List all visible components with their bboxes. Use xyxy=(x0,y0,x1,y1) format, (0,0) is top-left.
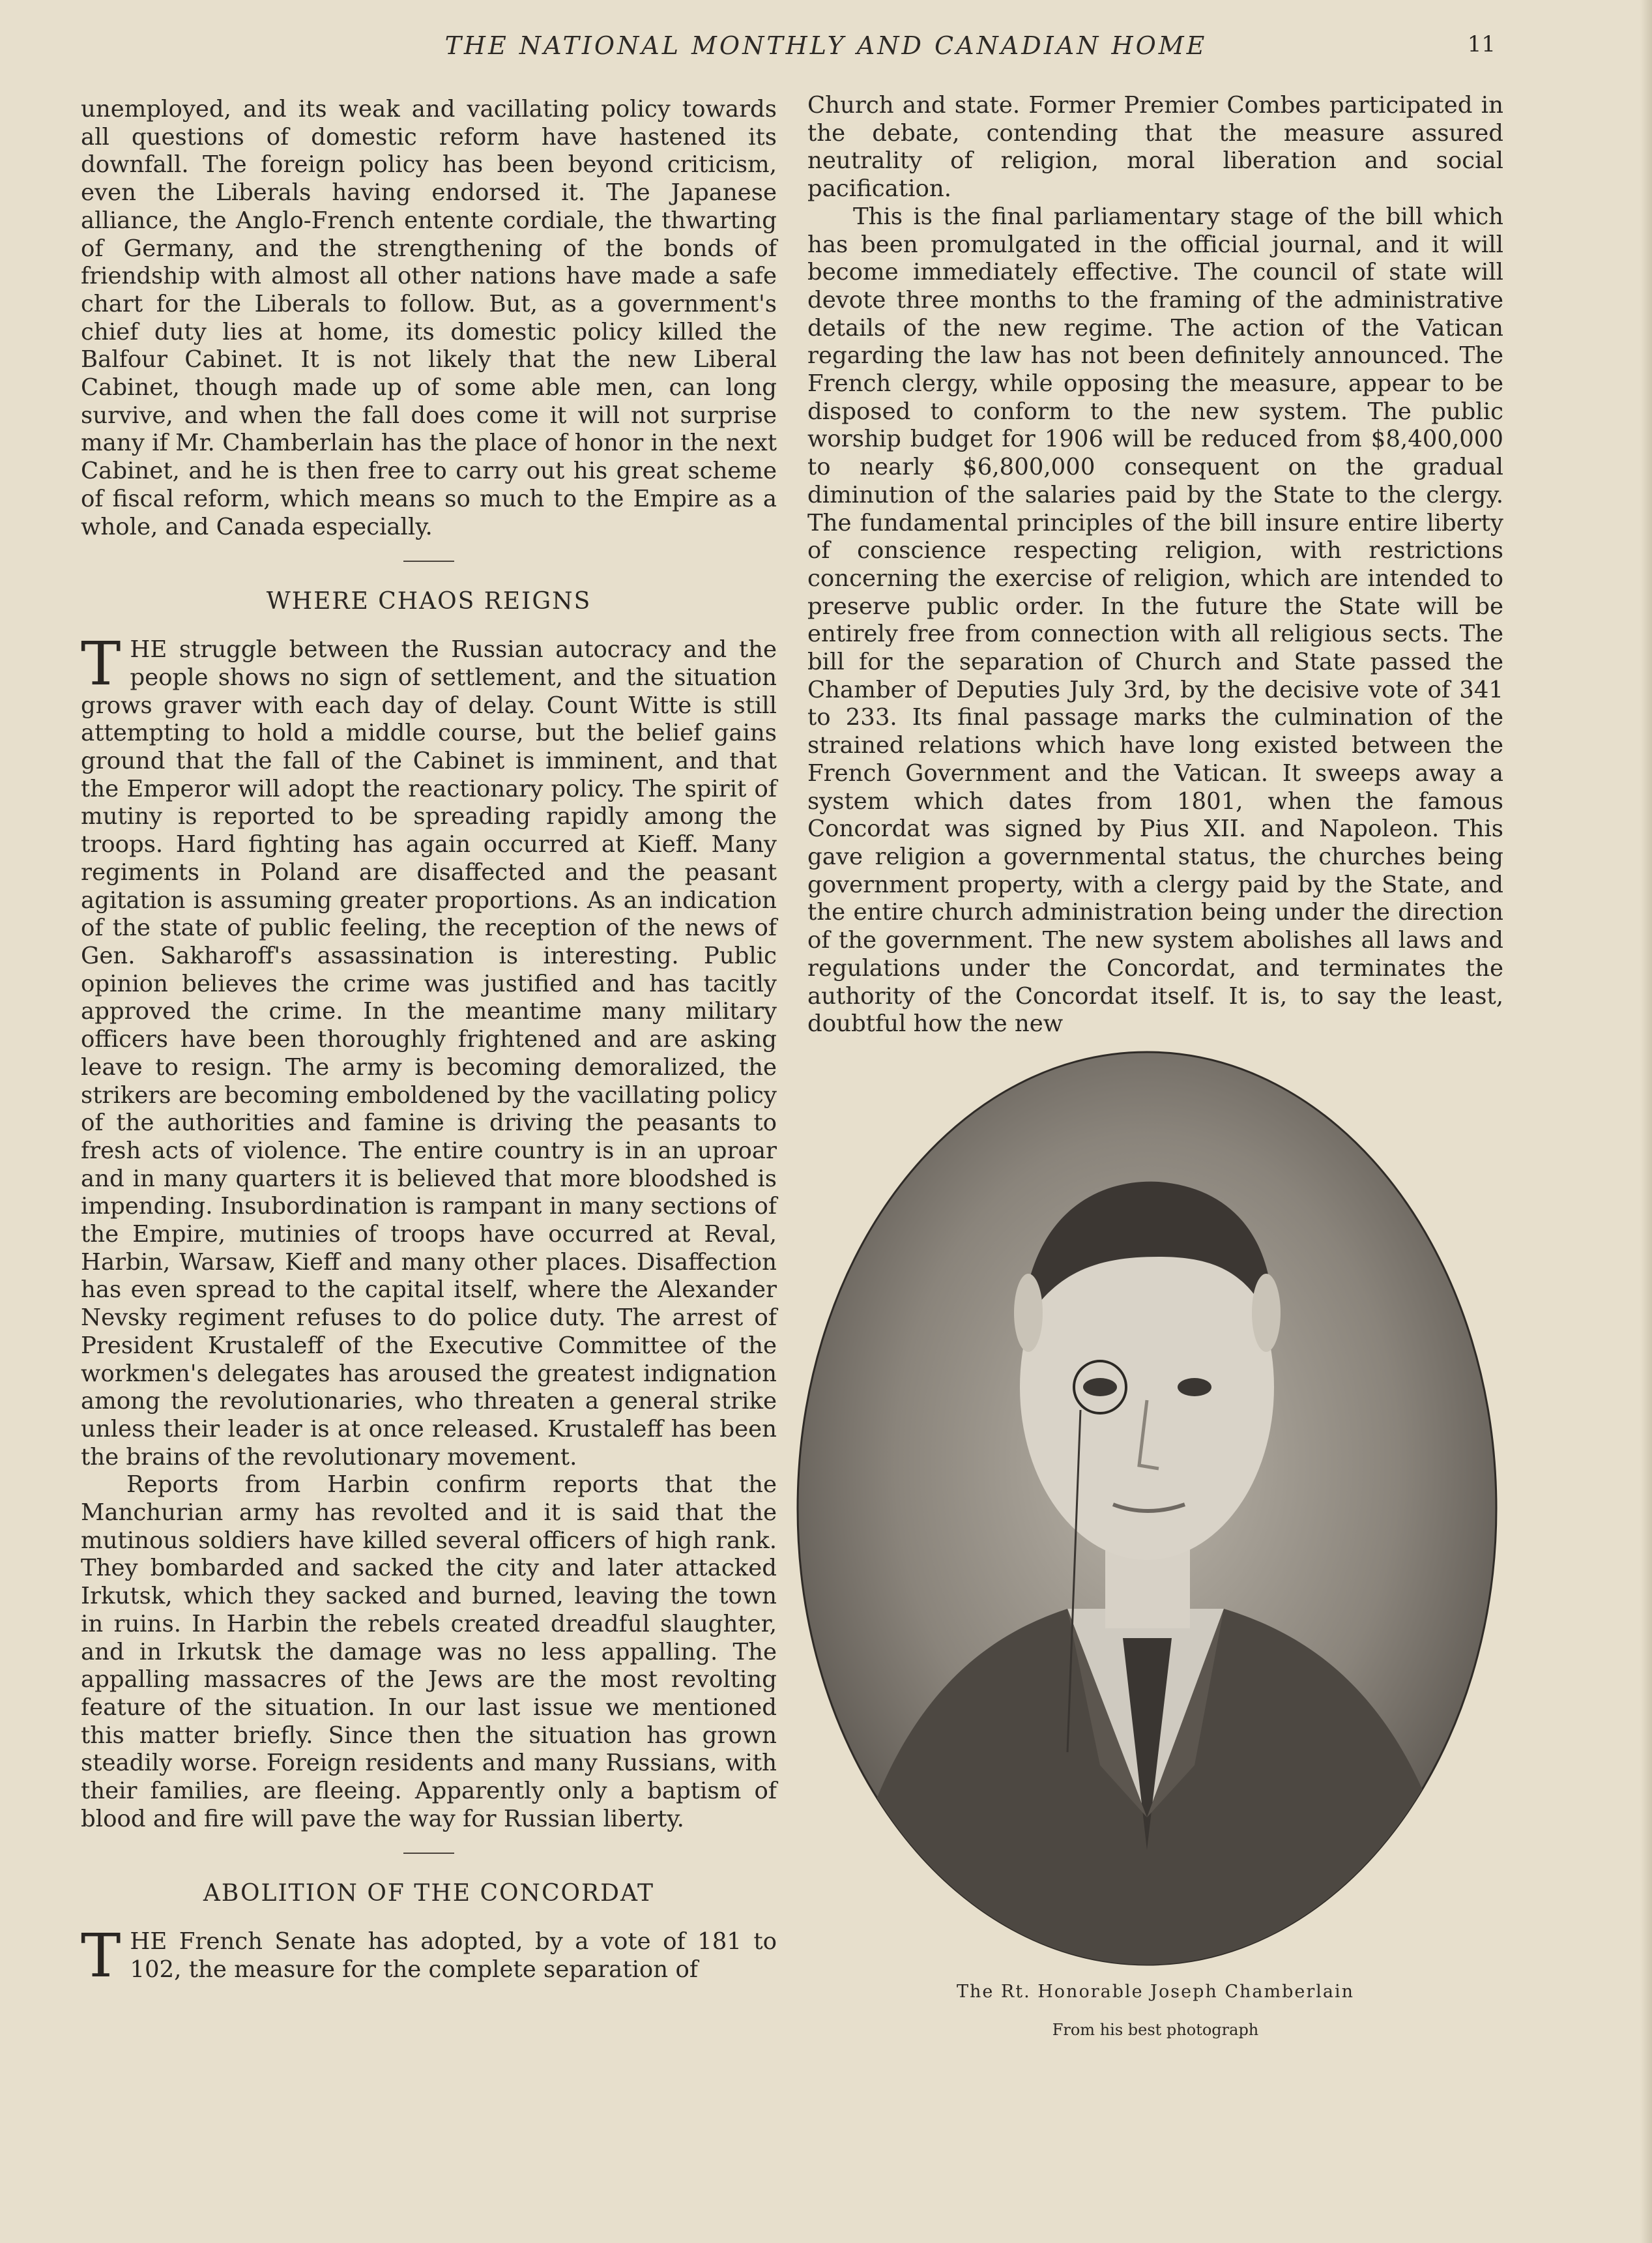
page-edge-shadow xyxy=(1640,0,1652,2243)
portrait-illustration xyxy=(794,1048,1500,1969)
concordat-paragraph-1-text: HE French Senate has adopted, by a vote of 181 to 102, the measure for the complete separation of xyxy=(130,1928,777,1984)
running-title: THE NATIONAL MONTHLY AND CANADIAN HOME xyxy=(444,31,1208,60)
concordat-paragraph-2: This is the final parliamentary stage of the bill which has been promulgated in the official journal, and it will become immediately effective. The council of state will devote three months to the framing of the administrative details of the new regime. The action of the Vatican regarding the law has not been definitely announced. The French clergy, while opposing the measure, appear to be disposed to conform to the new system. The public worship budget for 1906 will be reduced from $8,400,000 to nearly $6,800,000 consequent on the gradual diminution of the salaries paid by the State to the clergy. The fundamental principles of the bill insure entire liberty of conscience respecting religion, with restrictions concerning the exercise of religion, which are intended to preserve public order. In the future the State will be entirely free from connection with all religious sects. The bill for the separation of Church and State passed the Chamber of Deputies July 3rd, by the decisive vote of 341 to 233. Its final passage marks the culmination of the strained relations which have long existed between the French Government and the Vatican. It sweeps away a system which dates from 1801, when the famous Concordat was signed by Pius XII. and Napoleon. This gave religion a governmental status, the churches being government property, with a clergy paid by the State, and the entire church administration being under the direction of the government. The new system abolishes all laws and regulations under the Concordat, and terminates the authority of the Concordat itself. It is, to say the least, doubtful how the new xyxy=(807,203,1503,1038)
page-header xyxy=(0,31,1652,70)
section-divider xyxy=(403,1853,454,1854)
left-column xyxy=(81,96,777,1991)
portrait-subcaption: From his best photograph xyxy=(1052,2021,1259,2039)
page-number: 11 xyxy=(1467,31,1496,57)
chaos-paragraph-1-text: HE struggle between the Russian autocracy and the people shows no sign of settlement, and the situation grows graver with each day of delay. Count Witte is still attempting to hold a middle course, but the belief gains ground that the fall of the Cabinet is imminent, and that the Emperor will adopt the reactionary policy. The spirit of mutiny is reported to be spreading rapidly among the troops. Hard fighting has again occurred at Kieff. Many regiments in Poland are disaffected and the peasant agitation is assuming greater proportions. As an indication of the state of public feeling, the reception of the news of Gen. Sakharoff's assassination is interesting. Public opinion believes the crime was justified and has tacitly approved the crime. In the meantime many military officers have been thoroughly frightened and are asking leave to resign. The army is becoming demoralized, the strikers are becoming emboldened by the vacillating policy of the authorities and famine is driving the peasants to fresh acts of violence. The entire country is in an uproar and in many quarters it is believed that more bloodshed is impending. Insubordination is rampant in many sections of the Empire, mutinies of troops have occurred at Reval, Harbin, Warsaw, Kieff and many other places. Disaffection has even spread to the capital itself, where the Alexander Nevsky regiment refuses to do police duty. The arrest of President Krustaleff of the Executive Committee of the workmen's delegates has aroused the greatest indignation among the revolutionaries, who threaten a general strike unless their leader is at once released. Krustaleff has been the brains of the revolutionary movement. xyxy=(81,636,777,1471)
portrait-caption: The Rt. Honorable Joseph Chamberlain xyxy=(956,1982,1355,2002)
portrait-photo xyxy=(794,1048,1500,1969)
concordat-continued-paragraph: Church and state. Former Premier Combes participated in the debate, contending that the measure assured neutrality of religion, moral liberation and social pacification. xyxy=(807,92,1503,203)
section-divider xyxy=(403,561,454,562)
drop-cap: T xyxy=(81,1921,121,1991)
section-heading-concordat: ABOLITION OF THE CONCORDAT xyxy=(203,1880,655,1907)
intro-paragraph: unemployed, and its weak and vacillating policy towards all questions of domestic reform have hastened its downfall. The foreign policy has been beyond criticism, even the Liberals having endorsed it. The Japanese alliance, the Anglo-French entente cordiale, the thwarting of Germany, and the strengthening of the bonds of friendship with almost all other nations have made a safe chart for the Liberals to follow. But, as a government's chief duty lies at home, its domestic policy killed the Balfour Cabinet. It is not likely that the new Liberal Cabinet, though made up of some able men, can long survive, and when the fall does come it will not surprise many if Mr. Chamberlain has the place of honor in the next Cabinet, and he is then free to carry out his great scheme of fiscal reform, which means so much to the Empire as a whole, and Canada especially. xyxy=(81,96,777,540)
section-heading-chaos: WHERE CHAOS REIGNS xyxy=(266,588,592,615)
chaos-paragraph-1 xyxy=(81,629,777,1471)
chaos-paragraph-2: Reports from Harbin confirm reports that the Manchurian army has revolted and it is said that the mutinous soldiers have killed several officers of high rank. They bombarded and sacked the city and later attacked Irkutsk, which they sacked and burned, leaving the town in ruins. In Harbin the rebels created dreadful slaughter, and in Irkutsk the damage was no less appalling. The appalling massacres of the Jews are the most revolting feature of the situation. In our last issue we mentioned this matter briefly. Since then the situation has grown steadily worse. Foreign residents and many Russians, with their families, are fleeing. Apparently only a baptism of blood and fire will pave the way for Russian liberty. xyxy=(81,1471,777,1832)
concordat-paragraph-1 xyxy=(81,1921,777,1991)
drop-cap: T xyxy=(81,629,121,699)
right-column xyxy=(807,92,1503,1038)
